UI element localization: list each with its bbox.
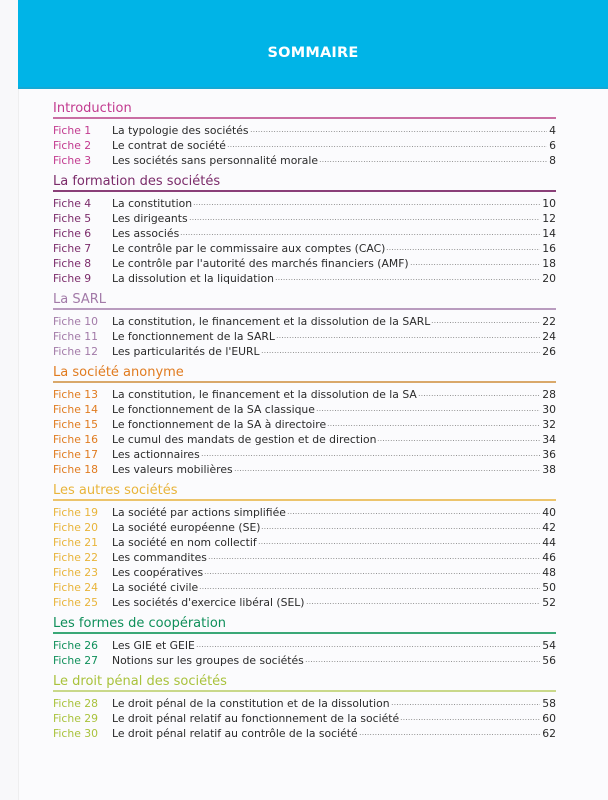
page-title: SOMMAIRE (267, 45, 359, 61)
section-title: Les autres sociétés (53, 482, 556, 501)
toc-entry[interactable] (53, 402, 556, 417)
dot-leader (258, 542, 541, 545)
entry-title: Les dirigeants (112, 212, 188, 225)
page-number: 10 (542, 197, 556, 210)
entry-title: La typologie des sociétés (112, 124, 249, 137)
entry-title: Le fonctionnement de la SA classique (112, 403, 315, 416)
entry-title: La constitution, le financement et la dissolution de la SARL (112, 315, 431, 328)
fiche-number: Fiche 4 (53, 197, 92, 210)
dot-leader (418, 394, 540, 397)
toc-entry[interactable] (53, 696, 556, 711)
dot-leader (261, 351, 541, 354)
section-title: Le droit pénal des sociétés (53, 673, 556, 692)
fiche-number: Fiche 11 (53, 330, 99, 343)
section-title: La société anonyme (53, 364, 556, 383)
dot-leader (400, 718, 540, 721)
toc-entry[interactable] (53, 462, 556, 477)
fiche-number: Fiche 15 (53, 418, 99, 431)
toc-section (53, 173, 556, 291)
page-number: 24 (542, 330, 556, 343)
page-number: 30 (542, 403, 556, 416)
toc-entry[interactable] (53, 595, 556, 610)
toc-section (53, 615, 556, 673)
page-number: 48 (542, 566, 556, 579)
page-number: 6 (549, 139, 556, 152)
fiche-number: Fiche 6 (53, 227, 92, 240)
page-number: 4 (549, 124, 556, 137)
fiche-number: Fiche 1 (53, 124, 92, 137)
fiche-number: Fiche 14 (53, 403, 99, 416)
toc-entry[interactable] (53, 329, 556, 344)
dot-leader (431, 321, 540, 324)
dot-leader (305, 660, 540, 663)
section-title: La SARL (53, 291, 556, 310)
fiche-number: Fiche 5 (53, 212, 92, 225)
page-number: 62 (542, 727, 556, 740)
page-number: 36 (542, 448, 556, 461)
fiche-number: Fiche 10 (53, 315, 99, 328)
toc-entry[interactable] (53, 565, 556, 580)
entry-title: La société civile (112, 581, 199, 594)
toc-entry[interactable] (53, 711, 556, 726)
entry-title: Les sociétés sans personnalité morale (112, 154, 319, 167)
entry-title: Les associés (112, 227, 180, 240)
page-number: 12 (542, 212, 556, 225)
entry-title: Le droit pénal relatif au fonctionnement de la société (112, 712, 400, 725)
fiche-number: Fiche 8 (53, 257, 92, 270)
toc-entry[interactable] (53, 638, 556, 653)
toc-entry[interactable] (53, 271, 556, 286)
dot-leader (377, 439, 540, 442)
fiche-number: Fiche 23 (53, 566, 99, 579)
dot-leader (234, 469, 541, 472)
section-title: Introduction (53, 100, 556, 119)
dot-leader (227, 145, 547, 148)
fiche-number: Fiche 28 (53, 697, 99, 710)
page-number: 22 (542, 315, 556, 328)
dot-leader (261, 527, 540, 530)
page-edge (0, 0, 19, 800)
fiche-number: Fiche 12 (53, 345, 99, 358)
entry-title: Les commandites (112, 551, 207, 564)
page-number: 26 (542, 345, 556, 358)
dot-leader (250, 130, 548, 133)
dot-leader (193, 203, 540, 206)
entry-title: Le fonctionnement de la SARL (112, 330, 275, 343)
toc-entry[interactable] (53, 241, 556, 256)
page-number: 32 (542, 418, 556, 431)
toc-entry[interactable] (53, 226, 556, 241)
section-title: Les formes de coopération (53, 615, 556, 634)
dot-leader (319, 160, 547, 163)
toc-section (53, 291, 556, 364)
toc-entry[interactable] (53, 520, 556, 535)
dot-leader (199, 587, 540, 590)
toc-entry[interactable] (53, 447, 556, 462)
page-number: 20 (542, 272, 556, 285)
dot-leader (386, 248, 540, 251)
page-number: 44 (542, 536, 556, 549)
dot-leader (410, 263, 541, 266)
toc-entry[interactable] (53, 314, 556, 329)
entry-title: Le contrôle par le commissaire aux comptes (CAC) (112, 242, 386, 255)
fiche-number: Fiche 30 (53, 727, 99, 740)
page-number: 52 (542, 596, 556, 609)
page-number: 18 (542, 257, 556, 270)
toc-section (53, 482, 556, 615)
entry-title: Les particularités de l'EURL (112, 345, 260, 358)
toc-entry[interactable] (53, 387, 556, 402)
fiche-number: Fiche 17 (53, 448, 99, 461)
entry-title: Notions sur les groupes de sociétés (112, 654, 304, 667)
toc-entry[interactable] (53, 196, 556, 211)
fiche-number: Fiche 29 (53, 712, 99, 725)
dot-leader (327, 424, 540, 427)
toc-entry[interactable] (53, 726, 556, 741)
fiche-number: Fiche 25 (53, 596, 99, 609)
entry-title: Les valeurs mobilières (112, 463, 233, 476)
fiche-number: Fiche 7 (53, 242, 92, 255)
toc-entry[interactable] (53, 505, 556, 520)
fiche-number: Fiche 3 (53, 154, 92, 167)
dot-leader (359, 733, 541, 736)
dot-leader (316, 409, 540, 412)
entry-title: Le cumul des mandats de gestion et de direction (112, 433, 377, 446)
toc-entry[interactable] (53, 123, 556, 138)
toc-entry[interactable] (53, 256, 556, 271)
toc-entry[interactable] (53, 211, 556, 226)
toc-entry[interactable] (53, 344, 556, 359)
fiche-number: Fiche 19 (53, 506, 99, 519)
page-number: 42 (542, 521, 556, 534)
dot-leader (204, 572, 540, 575)
toc-section (53, 364, 556, 482)
section-title: La formation des sociétés (53, 173, 556, 192)
toc-entry[interactable] (53, 535, 556, 550)
entry-title: La société européenne (SE) (112, 521, 261, 534)
toc-entry[interactable] (53, 550, 556, 565)
toc-entry[interactable] (53, 653, 556, 668)
dot-leader (391, 703, 541, 706)
page-number: 54 (542, 639, 556, 652)
entry-title: Le contrat de société (112, 139, 226, 152)
dot-leader (180, 233, 540, 236)
page-number: 34 (542, 433, 556, 446)
page-number: 60 (542, 712, 556, 725)
fiche-number: Fiche 20 (53, 521, 99, 534)
toc-entry[interactable] (53, 138, 556, 153)
entry-title: La dissolution et la liquidation (112, 272, 274, 285)
dot-leader (201, 454, 541, 457)
toc-entry[interactable] (53, 432, 556, 447)
fiche-number: Fiche 21 (53, 536, 99, 549)
page-number: 38 (542, 463, 556, 476)
page-number: 40 (542, 506, 556, 519)
entry-title: Les sociétés d'exercice libéral (SEL) (112, 596, 305, 609)
page-number: 8 (549, 154, 556, 167)
page-number: 56 (542, 654, 556, 667)
dot-leader (208, 557, 540, 560)
dot-leader (306, 602, 541, 605)
fiche-number: Fiche 16 (53, 433, 99, 446)
fiche-number: Fiche 26 (53, 639, 99, 652)
entry-title: Le droit pénal relatif au contrôle de la société (112, 727, 358, 740)
entry-title: La constitution (112, 197, 193, 210)
toc-section (53, 673, 556, 746)
dot-leader (189, 218, 541, 221)
entry-title: La société en nom collectif (112, 536, 257, 549)
fiche-number: Fiche 13 (53, 388, 99, 401)
entry-title: La constitution, le financement et la dissolution de la SA (112, 388, 417, 401)
entry-title: Le contrôle par l'autorité des marchés financiers (AMF) (112, 257, 409, 270)
entry-title: La société par actions simplifiée (112, 506, 286, 519)
toc-entry[interactable] (53, 580, 556, 595)
page-number: 16 (542, 242, 556, 255)
entry-title: Le droit pénal de la constitution et de la dissolution (112, 697, 390, 710)
toc-section (53, 100, 556, 173)
entry-title: Les actionnaires (112, 448, 200, 461)
page-number: 50 (542, 581, 556, 594)
fiche-number: Fiche 2 (53, 139, 92, 152)
header-banner (18, 0, 608, 89)
fiche-number: Fiche 22 (53, 551, 99, 564)
dot-leader (275, 278, 540, 281)
entry-title: Les GIE et GEIE (112, 639, 195, 652)
page-number: 14 (542, 227, 556, 240)
dot-leader (276, 336, 540, 339)
page-number: 58 (542, 697, 556, 710)
section-gap (53, 741, 556, 746)
toc-entry[interactable] (53, 417, 556, 432)
fiche-number: Fiche 9 (53, 272, 92, 285)
page-number: 28 (542, 388, 556, 401)
toc-entry[interactable] (53, 153, 556, 168)
entry-title: Les coopératives (112, 566, 204, 579)
fiche-number: Fiche 24 (53, 581, 99, 594)
page-number: 46 (542, 551, 556, 564)
table-of-contents (53, 100, 556, 746)
dot-leader (287, 512, 540, 515)
fiche-number: Fiche 18 (53, 463, 99, 476)
entry-title: Le fonctionnement de la SA à directoire (112, 418, 327, 431)
dot-leader (196, 645, 540, 648)
fiche-number: Fiche 27 (53, 654, 99, 667)
